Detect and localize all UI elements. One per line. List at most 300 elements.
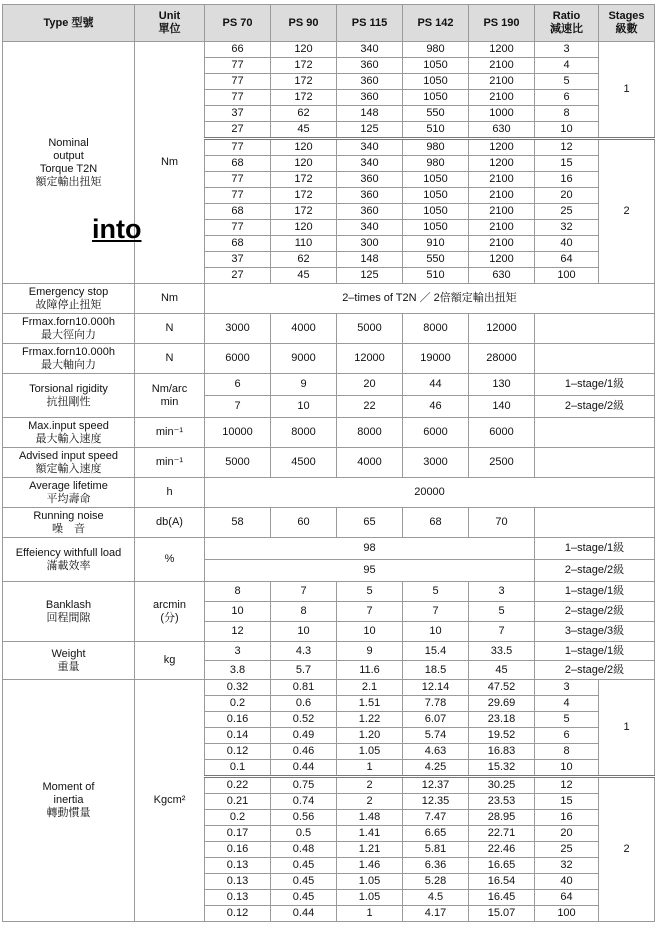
value-cell: 1.48 — [337, 810, 403, 826]
value-cell: 130 — [469, 374, 535, 396]
value-cell: 148 — [337, 106, 403, 122]
value-cell: 62 — [271, 252, 337, 268]
value-cell: 6.36 — [403, 858, 469, 874]
ratio-cell: 12 — [535, 139, 599, 156]
col-ps90-header: PS 90 — [271, 5, 337, 42]
value-cell: 77 — [205, 90, 271, 106]
value-cell: 360 — [337, 58, 403, 74]
noise-unit: db(A) — [135, 508, 205, 538]
value-cell: 66 — [205, 42, 271, 58]
value-cell: 2100 — [469, 58, 535, 74]
value-cell: 340 — [337, 220, 403, 236]
value-cell: 0.46 — [271, 744, 337, 760]
value-cell: 27 — [205, 268, 271, 284]
backlash-label: Banklash 回程間隙 — [3, 582, 135, 642]
value-cell: 77 — [205, 74, 271, 90]
value-cell: 1 — [337, 760, 403, 777]
value-cell: 4.17 — [403, 906, 469, 922]
value-cell: 1050 — [403, 204, 469, 220]
value-cell: 4000 — [337, 448, 403, 478]
value-cell: 10 — [403, 622, 469, 642]
value-cell: 1.46 — [337, 858, 403, 874]
torque-label: Nominal output Torque T2N 額定輸出扭矩 — [3, 42, 135, 284]
ratio-cell: 10 — [535, 122, 599, 139]
value-cell: 7 — [271, 582, 337, 602]
value-cell: 910 — [403, 236, 469, 252]
value-cell: 58 — [205, 508, 271, 538]
col-ratio-header: Ratio 減速比 — [535, 5, 599, 42]
value-cell: 12.14 — [403, 680, 469, 696]
ratio-cell: 20 — [535, 188, 599, 204]
value-cell: 980 — [403, 156, 469, 172]
value-cell: 7 — [205, 396, 271, 418]
inertia-label: Moment of inertia 轉動慣量 — [3, 680, 135, 922]
value-cell: 630 — [469, 122, 535, 139]
value-cell: 9 — [337, 642, 403, 661]
value-cell: 1.41 — [337, 826, 403, 842]
value-cell: 5.74 — [403, 728, 469, 744]
stage-note-cell: 2–stage/2級 — [535, 396, 655, 418]
table-row — [3, 374, 655, 396]
value-cell: 2100 — [469, 220, 535, 236]
value-cell: 37 — [205, 252, 271, 268]
value-cell: 1.21 — [337, 842, 403, 858]
value-cell: 172 — [271, 58, 337, 74]
value-cell: 1050 — [403, 188, 469, 204]
value-cell: 45 — [271, 268, 337, 284]
col-ps142-header: PS 142 — [403, 5, 469, 42]
value-cell: 1050 — [403, 172, 469, 188]
ratio-cell: 4 — [535, 696, 599, 712]
efficiency-unit: % — [135, 538, 205, 582]
value-cell: 0.21 — [205, 794, 271, 810]
axial-unit: N — [135, 344, 205, 374]
ratio-cell: 8 — [535, 106, 599, 122]
stage-cell: 1 — [599, 680, 655, 777]
lifetime-unit: h — [135, 478, 205, 508]
value-cell: 2100 — [469, 90, 535, 106]
value-cell: 15.4 — [403, 642, 469, 661]
value-cell: 45 — [469, 661, 535, 680]
value-cell: 1.51 — [337, 696, 403, 712]
value-cell: 2100 — [469, 188, 535, 204]
spec-body — [3, 42, 655, 922]
value-cell: 148 — [337, 252, 403, 268]
maxspeed-label: Max.input speed 最大輸入速度 — [3, 418, 135, 448]
value-cell: 5 — [469, 602, 535, 622]
value-cell: 1050 — [403, 58, 469, 74]
value-cell: 6000 — [469, 418, 535, 448]
col-ps115-header: PS 115 — [337, 5, 403, 42]
value-cell: 0.44 — [271, 760, 337, 777]
value-cell: 360 — [337, 204, 403, 220]
table-row — [3, 418, 655, 448]
spec-table — [2, 4, 655, 922]
value-cell: 2100 — [469, 172, 535, 188]
value-cell: 1200 — [469, 252, 535, 268]
table-row — [3, 42, 655, 58]
value-cell: 77 — [205, 220, 271, 236]
table-row — [3, 642, 655, 661]
value-cell: 110 — [271, 236, 337, 252]
stage-note-cell: 3–stage/3級 — [535, 622, 655, 642]
col-unit-header: Unit 單位 — [135, 5, 205, 42]
value-cell: 8 — [205, 582, 271, 602]
advspeed-unit: min⁻¹ — [135, 448, 205, 478]
value-cell: 510 — [403, 122, 469, 139]
value-cell: 1050 — [403, 220, 469, 236]
table-row — [3, 478, 655, 508]
value-cell: 120 — [271, 139, 337, 156]
table-row — [3, 582, 655, 602]
value-cell: 0.45 — [271, 858, 337, 874]
torsional-unit: Nm/arc min — [135, 374, 205, 418]
value-cell: 10 — [205, 602, 271, 622]
stage-cell: 2 — [599, 139, 655, 284]
value-cell: 172 — [271, 188, 337, 204]
torsional-label: Torsional rigidity 抗扭剛性 — [3, 374, 135, 418]
value-cell: 0.74 — [271, 794, 337, 810]
value-cell: 0.56 — [271, 810, 337, 826]
value-cell: 3 — [469, 582, 535, 602]
radial-label: Frmax.forn10.000h 最大徑向力 — [3, 314, 135, 344]
value-cell: 140 — [469, 396, 535, 418]
empty-cell — [535, 448, 655, 478]
value-cell: 5 — [403, 582, 469, 602]
value-cell: 68 — [205, 156, 271, 172]
value-cell: 0.5 — [271, 826, 337, 842]
table-row — [3, 508, 655, 538]
value-cell: 12.35 — [403, 794, 469, 810]
value-cell: 5 — [337, 582, 403, 602]
value-cell: 8000 — [337, 418, 403, 448]
value-cell: 6.07 — [403, 712, 469, 728]
stage-note-cell: 1–stage/1級 — [535, 538, 655, 560]
value-cell: 0.16 — [205, 712, 271, 728]
value-cell: 0.16 — [205, 842, 271, 858]
value-cell: 28.95 — [469, 810, 535, 826]
value-cell: 12.37 — [403, 777, 469, 794]
value-cell: 0.48 — [271, 842, 337, 858]
value-cell: 120 — [271, 42, 337, 58]
value-cell: 1200 — [469, 156, 535, 172]
ratio-cell: 15 — [535, 794, 599, 810]
value-cell: 1.20 — [337, 728, 403, 744]
ratio-cell: 6 — [535, 90, 599, 106]
value-cell: 46 — [403, 396, 469, 418]
value-cell: 2100 — [469, 236, 535, 252]
ratio-cell: 64 — [535, 252, 599, 268]
value-cell: 172 — [271, 74, 337, 90]
weight-unit: kg — [135, 642, 205, 680]
value-cell: 65 — [337, 508, 403, 538]
ratio-cell: 5 — [535, 74, 599, 90]
col-stages-header: Stages 級數 — [599, 5, 655, 42]
value-cell: 5.7 — [271, 661, 337, 680]
ratio-cell: 32 — [535, 220, 599, 236]
ratio-cell: 64 — [535, 890, 599, 906]
value-cell: 7.78 — [403, 696, 469, 712]
value-cell: 0.12 — [205, 906, 271, 922]
ratio-cell: 25 — [535, 842, 599, 858]
value-cell: 1200 — [469, 139, 535, 156]
value-cell: 1 — [337, 906, 403, 922]
value-cell: 5000 — [337, 314, 403, 344]
emergency-unit: Nm — [135, 284, 205, 314]
value-cell: 6 — [205, 374, 271, 396]
value-cell: 120 — [271, 156, 337, 172]
value-cell: 0.2 — [205, 810, 271, 826]
emergency-value: 2–times of T2N ／ 2倍額定輸出扭矩 — [205, 284, 655, 314]
ratio-cell: 32 — [535, 858, 599, 874]
stage-note-cell: 2–stage/2級 — [535, 560, 655, 582]
ratio-cell: 40 — [535, 874, 599, 890]
ratio-cell: 25 — [535, 204, 599, 220]
value-cell: 28000 — [469, 344, 535, 374]
value-cell: 0.12 — [205, 744, 271, 760]
value-cell: 0.75 — [271, 777, 337, 794]
value-cell: 7.47 — [403, 810, 469, 826]
value-cell: 1.05 — [337, 890, 403, 906]
value-cell: 15.07 — [469, 906, 535, 922]
value-cell: 0.32 — [205, 680, 271, 696]
value-cell: 3.8 — [205, 661, 271, 680]
value-cell: 2500 — [469, 448, 535, 478]
advspeed-label: Advised input speed 額定輸入速度 — [3, 448, 135, 478]
value-cell: 12 — [205, 622, 271, 642]
value-cell: 5.81 — [403, 842, 469, 858]
radial-unit: N — [135, 314, 205, 344]
empty-cell — [535, 418, 655, 448]
value-cell: 7 — [337, 602, 403, 622]
value-cell: 2 — [337, 777, 403, 794]
value-cell: 16.45 — [469, 890, 535, 906]
table-row — [3, 680, 655, 696]
value-cell: 62 — [271, 106, 337, 122]
maxspeed-unit: min⁻¹ — [135, 418, 205, 448]
value-cell: 0.45 — [271, 890, 337, 906]
table-row — [3, 538, 655, 560]
value-cell: 47.52 — [469, 680, 535, 696]
empty-cell — [535, 314, 655, 344]
value-cell: 0.22 — [205, 777, 271, 794]
value-cell: 3000 — [205, 314, 271, 344]
lifetime-value: 20000 — [205, 478, 655, 508]
value-cell: 15.32 — [469, 760, 535, 777]
value-cell: 77 — [205, 172, 271, 188]
value-cell: 22.71 — [469, 826, 535, 842]
ratio-cell: 100 — [535, 906, 599, 922]
value-cell: 12000 — [469, 314, 535, 344]
value-cell: 60 — [271, 508, 337, 538]
watermark-text: into — [92, 214, 142, 244]
value-cell: 37 — [205, 106, 271, 122]
axial-label: Frmax.forn10.000h 最大軸向力 — [3, 344, 135, 374]
value-cell: 2100 — [469, 74, 535, 90]
value-cell: 23.18 — [469, 712, 535, 728]
stage-cell: 2 — [599, 777, 655, 922]
value-cell: 6.65 — [403, 826, 469, 842]
value-cell: 2 — [337, 794, 403, 810]
value-cell: 10 — [271, 396, 337, 418]
efficiency-label: Effeiency withfull load 滿載效率 — [3, 538, 135, 582]
value-cell: 6000 — [403, 418, 469, 448]
value-cell: 5.28 — [403, 874, 469, 890]
ratio-cell: 40 — [535, 236, 599, 252]
value-cell: 4.63 — [403, 744, 469, 760]
ratio-cell: 6 — [535, 728, 599, 744]
value-cell: 22.46 — [469, 842, 535, 858]
stage-note-cell: 2–stage/2級 — [535, 661, 655, 680]
value-cell: 0.6 — [271, 696, 337, 712]
value-cell: 77 — [205, 139, 271, 156]
empty-cell — [535, 344, 655, 374]
stage-cell: 1 — [599, 42, 655, 139]
value-cell: 300 — [337, 236, 403, 252]
value-cell: 16.83 — [469, 744, 535, 760]
value-cell: 1.05 — [337, 744, 403, 760]
value-cell: 19.52 — [469, 728, 535, 744]
value-cell: 0.13 — [205, 874, 271, 890]
value-cell: 77 — [205, 188, 271, 204]
stage-note-cell: 1–stage/1級 — [535, 642, 655, 661]
value-cell: 120 — [271, 220, 337, 236]
ratio-cell: 16 — [535, 810, 599, 826]
ratio-cell: 5 — [535, 712, 599, 728]
value-cell: 7 — [469, 622, 535, 642]
value-cell: 9000 — [271, 344, 337, 374]
value-cell: 30.25 — [469, 777, 535, 794]
backlash-unit: arcmin (分) — [135, 582, 205, 642]
value-cell: 2.1 — [337, 680, 403, 696]
value-cell: 11.6 — [337, 661, 403, 680]
ratio-cell: 3 — [535, 680, 599, 696]
value-cell: 4500 — [271, 448, 337, 478]
value-cell: 550 — [403, 252, 469, 268]
ratio-cell: 3 — [535, 42, 599, 58]
ratio-cell: 4 — [535, 58, 599, 74]
value-cell: 4.5 — [403, 890, 469, 906]
value-cell: 10 — [337, 622, 403, 642]
value-cell: 0.49 — [271, 728, 337, 744]
col-ps70-header: PS 70 — [205, 5, 271, 42]
value-cell: 20 — [337, 374, 403, 396]
value-cell: 125 — [337, 268, 403, 284]
ratio-cell: 20 — [535, 826, 599, 842]
value-cell: 4.3 — [271, 642, 337, 661]
span-value-cell: 98 — [205, 538, 535, 560]
value-cell: 340 — [337, 139, 403, 156]
value-cell: 340 — [337, 156, 403, 172]
ratio-cell: 15 — [535, 156, 599, 172]
value-cell: 4000 — [271, 314, 337, 344]
ratio-cell: 100 — [535, 268, 599, 284]
value-cell: 70 — [469, 508, 535, 538]
value-cell: 5000 — [205, 448, 271, 478]
value-cell: 8000 — [403, 314, 469, 344]
value-cell: 22 — [337, 396, 403, 418]
empty-cell — [535, 508, 655, 538]
span-value-cell: 95 — [205, 560, 535, 582]
ratio-cell: 10 — [535, 760, 599, 777]
table-row — [3, 314, 655, 344]
col-ps190-header: PS 190 — [469, 5, 535, 42]
value-cell: 6000 — [205, 344, 271, 374]
value-cell: 8000 — [271, 418, 337, 448]
value-cell: 18.5 — [403, 661, 469, 680]
value-cell: 1050 — [403, 90, 469, 106]
stage-note-cell: 1–stage/1級 — [535, 582, 655, 602]
value-cell: 68 — [403, 508, 469, 538]
value-cell: 1200 — [469, 42, 535, 58]
value-cell: 172 — [271, 90, 337, 106]
table-row — [3, 284, 655, 314]
value-cell: 0.81 — [271, 680, 337, 696]
stage-note-cell: 1–stage/1級 — [535, 374, 655, 396]
weight-label: Weight 重量 — [3, 642, 135, 680]
value-cell: 3000 — [403, 448, 469, 478]
value-cell: 16.65 — [469, 858, 535, 874]
table-row — [3, 448, 655, 478]
value-cell: 0.13 — [205, 858, 271, 874]
value-cell: 510 — [403, 268, 469, 284]
value-cell: 360 — [337, 172, 403, 188]
value-cell: 0.44 — [271, 906, 337, 922]
value-cell: 16.54 — [469, 874, 535, 890]
value-cell: 45 — [271, 122, 337, 139]
value-cell: 340 — [337, 42, 403, 58]
ratio-cell: 8 — [535, 744, 599, 760]
value-cell: 2100 — [469, 204, 535, 220]
value-cell: 23.53 — [469, 794, 535, 810]
value-cell: 172 — [271, 204, 337, 220]
value-cell: 8 — [271, 602, 337, 622]
value-cell: 19000 — [403, 344, 469, 374]
value-cell: 9 — [271, 374, 337, 396]
value-cell: 1.05 — [337, 874, 403, 890]
value-cell: 10000 — [205, 418, 271, 448]
value-cell: 77 — [205, 58, 271, 74]
value-cell: 0.45 — [271, 874, 337, 890]
value-cell: 125 — [337, 122, 403, 139]
value-cell: 0.17 — [205, 826, 271, 842]
value-cell: 44 — [403, 374, 469, 396]
value-cell: 68 — [205, 236, 271, 252]
value-cell: 27 — [205, 122, 271, 139]
value-cell: 0.52 — [271, 712, 337, 728]
value-cell: 0.14 — [205, 728, 271, 744]
lifetime-label: Average lifetime 平均壽命 — [3, 478, 135, 508]
value-cell: 550 — [403, 106, 469, 122]
col-type-header: Type 型號 — [3, 5, 135, 42]
value-cell: 360 — [337, 74, 403, 90]
value-cell: 33.5 — [469, 642, 535, 661]
value-cell: 172 — [271, 172, 337, 188]
value-cell: 7 — [403, 602, 469, 622]
value-cell: 1.22 — [337, 712, 403, 728]
table-row — [3, 344, 655, 374]
value-cell: 980 — [403, 139, 469, 156]
value-cell: 360 — [337, 188, 403, 204]
stage-note-cell: 2–stage/2級 — [535, 602, 655, 622]
value-cell: 0.2 — [205, 696, 271, 712]
ratio-cell: 16 — [535, 172, 599, 188]
value-cell: 0.13 — [205, 890, 271, 906]
ratio-cell: 12 — [535, 777, 599, 794]
value-cell: 630 — [469, 268, 535, 284]
value-cell: 0.1 — [205, 760, 271, 777]
header-row — [3, 5, 655, 42]
